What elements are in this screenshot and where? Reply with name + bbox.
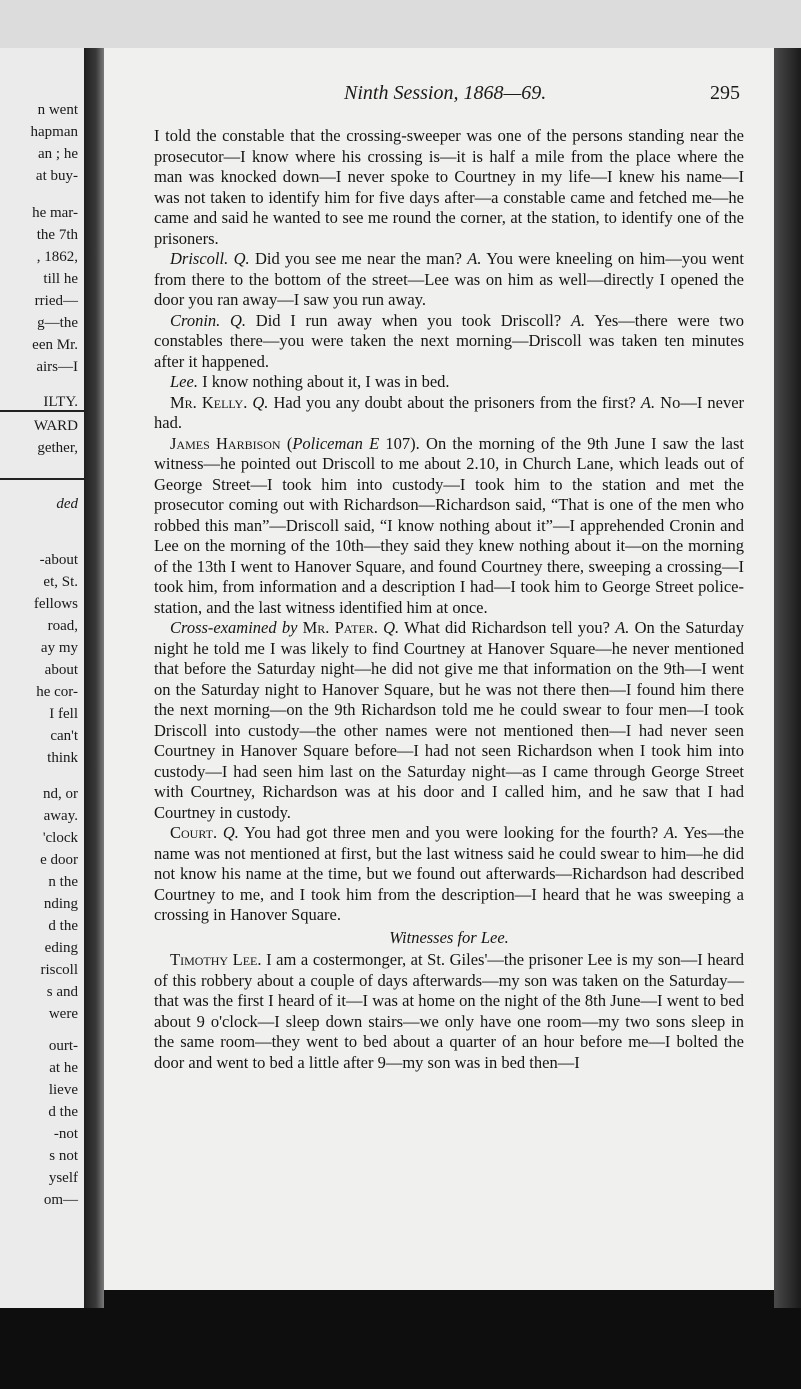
testimony-paragraph [154,823,744,926]
facing-page-text-fragment: een Mr. [32,337,78,353]
scan-top-margin [0,0,801,48]
facing-page-text-fragment: at buy- [35,168,78,184]
italic-text: Q. [233,249,250,268]
facing-page-text-fragment: road, [47,618,78,634]
facing-page-fragment [0,48,84,1308]
facing-page-text-fragment: fellows [33,596,78,612]
facing-page-text-fragment: about [44,662,78,678]
testimony-paragraph [154,434,744,619]
facing-page-text-fragment: airs—I [36,359,78,375]
italic-text: Cross-examined by [170,618,298,637]
speaker-name: James Harbison [170,433,281,453]
facing-page-text-fragment: can't [50,728,78,744]
paragraph-text: I told the constable that the crossing-sweeper was one of the persons standing near the prosecutor—I know where his crossing is—it is half a mile from the place where the man was knocked down—I never spoke to Courtney in my life—I knew his name—I was not taken to identify him for five days after—a constable came and fetched me—he came and said he wanted to see me round the corner, at the station, to identify one of the prisoners. [154,126,744,248]
facing-page-text-fragment: d the [48,918,78,934]
italic-text: A. [640,392,656,412]
facing-page-text-fragment: ILTY. [43,394,78,410]
italic-text: Driscoll. [170,249,229,268]
facing-page-text-fragment: he mar- [32,205,78,221]
paragraph-text: Yes—there were two constables there—you were taken the next morning—Driscoll was taken ten minutes after it happened. [154,310,745,371]
paragraph-text: Had you any doubt about the prisoners from the first? [268,392,641,412]
italic-text: Q. [383,618,400,637]
facing-page-rule [0,410,84,412]
paragraph-text: What did Richardson tell you? [399,618,616,637]
facing-page-text-fragment: d the [48,1104,78,1120]
running-header [104,82,774,106]
italic-text: Q. [252,392,269,412]
facing-page-text-fragment: the 7th [36,227,78,243]
paragraph-text: No—I never had. [154,392,745,432]
facing-page-text-fragment: om— [43,1192,78,1208]
facing-page-text-fragment: WARD [33,418,78,434]
paragraph-text: I know nothing about it, I was in bed. [197,372,450,391]
book-gutter [84,48,104,1308]
facing-page-rule [0,478,84,480]
testimony-paragraph [154,618,744,823]
facing-page-text-fragment: s and [46,984,78,1000]
testimony-paragraph [154,950,744,1073]
facing-page-text-fragment: I fell [49,706,78,722]
facing-page-text-fragment: ded [56,496,78,512]
italic-text: Cronin. [170,310,221,330]
facing-page-text-fragment: yself [48,1170,78,1186]
facing-page-text-fragment: an ; he [38,146,78,162]
italic-text: Q. [230,310,247,330]
facing-page-text-fragment: -about [39,552,78,568]
facing-page-text-fragment: n the [48,874,78,890]
italic-text: A. [570,310,586,330]
italic-text: Lee. [170,372,198,391]
paragraph-text: Did I run away when you took Driscoll? [246,310,571,330]
paragraph-text: Did you see me near the man? [249,249,468,268]
paragraph-text: You had got three men and you were looking for the fourth? [238,823,664,842]
facing-page-text-fragment: s not [49,1148,78,1164]
speaker-name: Court. [170,823,218,842]
italic-text: Policeman E [292,433,380,453]
speaker-name: Mr. Kelly. [170,392,248,412]
page-body [154,126,744,1073]
facing-page-text-fragment: riscoll [40,962,78,978]
facing-page-text-fragment: et, St. [43,574,78,590]
italic-text: A. [664,823,679,842]
paragraph-text: 107). On the morning of the 9th June I saw the last witness—he pointed out Driscoll to me about 2.10, in Church Lane, which leads out of George Street—I took him into custody—I took him to the station and met the prosecutor coming out with Richardson—Richardson said, “That is one of the men who robbed this man”—Driscoll said, “I know nothing about it”—I apprehended Cronin and Lee on the morning of the 10th—they said they knew nothing about it—on the morning of the 13th I went to Hanover Square, and found Courtney there, sweeping a crossing—I took him, from information and a description I had—I took him to George Street police-station, and the last witness identified him at once. [154,433,745,617]
speaker-name: Mr. Pater. [302,618,378,637]
facing-page-text-fragment: gether, [37,440,78,456]
facing-page-text-fragment: n went [37,102,78,118]
facing-page-text-fragment: , 1862, [36,249,78,265]
facing-page-text-fragment: eding [44,940,78,956]
paragraph-text: ( [280,433,293,453]
italic-text: A. [467,249,482,268]
testimony-paragraph [154,249,744,311]
page [104,48,774,1290]
facing-page-text-fragment: ay my [40,640,78,656]
facing-page-text-fragment: 'clock [42,830,78,846]
facing-page-text-fragment: think [47,750,78,766]
facing-page-text-fragment: till he [43,271,78,287]
testimony-paragraph [154,311,744,373]
facing-page-text-fragment: were [48,1006,78,1022]
paragraph-text: I am a costermonger, at St. Giles'—the prisoner Lee is my son—I heard of this robbery about a couple of days afterwards—my son was taken on the Saturday—that was the first I heard of it—I was at home on the night of the 8th June—I went to bed about 9 o'clock—I sleep down stairs—we only have one room—my two sons sleep in the same room—they went to bed about a quarter of an hour before me—I bolted the door and went to bed a little after 9—my son was in bed then—I [154,950,745,1072]
paragraph-text: On the Saturday night he told me I was likely to find Courtney at Hanover Square—he never mentioned that before the Saturday night—he did not give me that information on the 9th—I went on the Saturday night to Hanover Square, but he was not there then—I found him there the next morning—on the 9th Richardson told me he could swear to four men—I took Driscoll into custody—the other names were not mentioned then—I had never seen Courtney in Hanover Square before—I had not seen Richardson when I took him into custody—I had seen him last on the Saturday night—as I came through George Street with Courtney, Richardson was at his door and I called him, and he saw that I had Courtney in custody. [154,618,744,822]
facing-page-text-fragment: g—the [37,315,78,331]
facing-page-text-fragment: ourt- [48,1038,78,1054]
facing-page-text-fragment: hapman [30,124,78,140]
testimony-paragraph [154,393,744,434]
facing-page-text-fragment: away. [43,808,78,824]
testimony-paragraph [154,372,744,393]
page-number: 295 [710,82,740,104]
paragraph-text: You were kneeling on him—you went from there to the bottom of the street—Lee was on him as well—directly I opened the door you ran away—I saw you run away. [154,249,744,309]
testimony-paragraph [154,126,744,249]
facing-page-text-fragment: nd, or [43,786,78,802]
section-heading: Witnesses for Lee. [389,927,509,947]
paragraph-text [220,311,230,330]
running-title: Ninth Session, 1868—69. [344,82,547,104]
facing-page-text-fragment: -not [53,1126,78,1142]
italic-text: Q. [222,823,239,842]
facing-page-text-fragment: nding [43,896,78,912]
italic-text: A. [615,618,630,637]
speaker-name: Timothy Lee. [170,950,262,969]
facing-page-text-fragment: e door [40,852,78,868]
paragraph-text: Yes—the name was not mentioned at first, but the last witness said he could swear to him—he did not know his name at the time, but we found out afterwards—Richardson had described Courtney to me, and I took him from the description—I heard that he was sweeping a crossing in Hanover Square. [154,823,745,924]
facing-page-text-fragment: rried— [34,293,78,309]
scan-right-edge [774,48,801,1308]
facing-page-text-fragment: at he [49,1060,78,1076]
facing-page-text-fragment: he cor- [36,684,78,700]
facing-page-text-fragment: lieve [48,1082,78,1098]
